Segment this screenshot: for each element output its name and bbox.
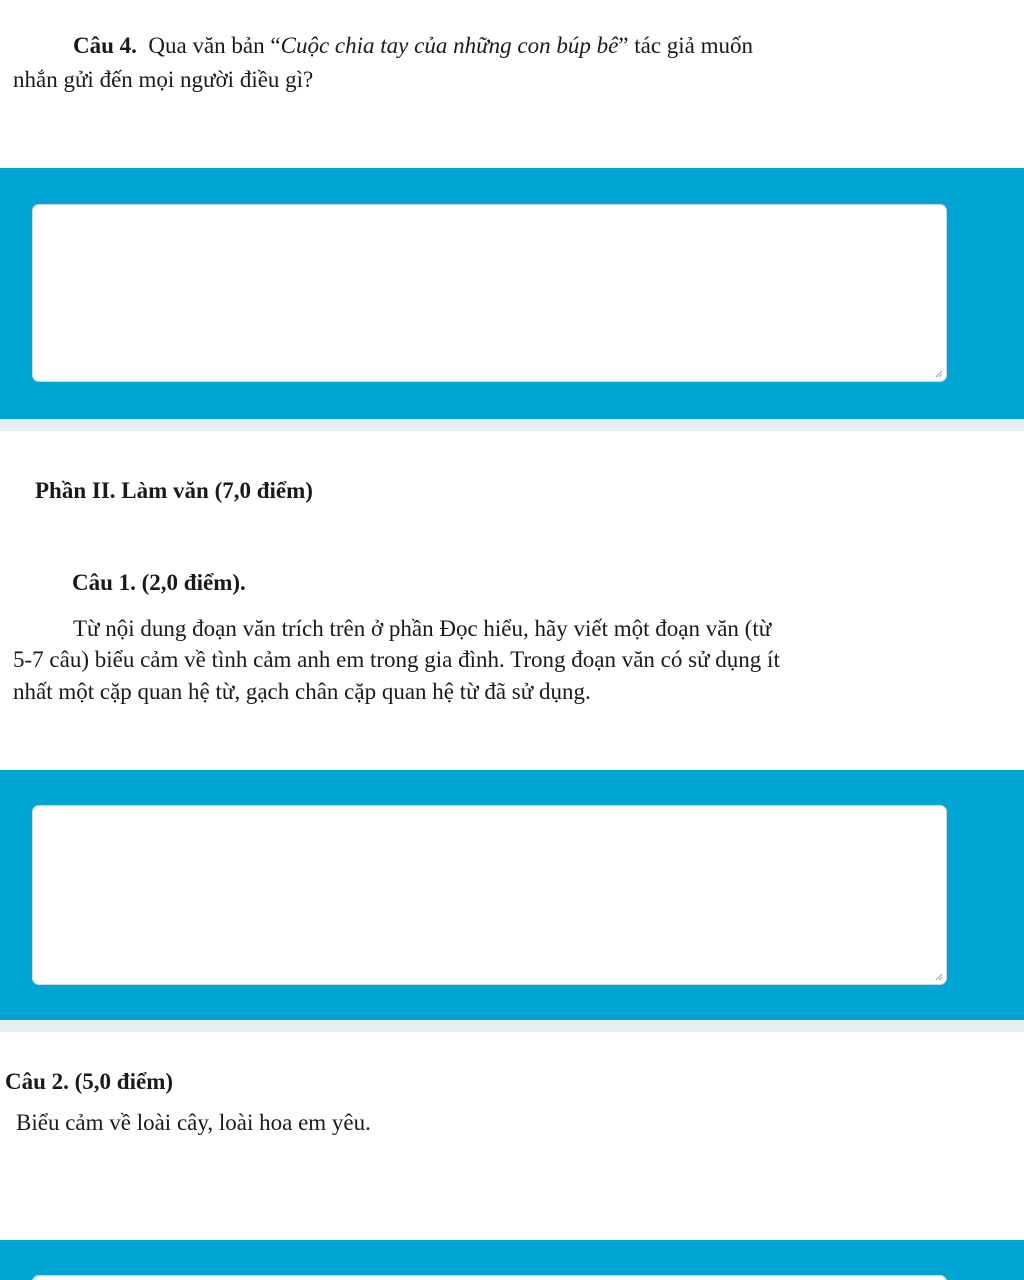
c2-line1: Biểu cảm về loài cây, loài hoa em yêu. [16, 1110, 371, 1135]
answer-panel-q4 [0, 168, 1024, 419]
part2-heading: Phần II. Làm văn (7,0 điểm) [35, 478, 313, 503]
q4-title: Cuộc chia tay của những con búp bê [280, 33, 619, 58]
c1-line1: Từ nội dung đoạn văn trích trên ở phần Đọc hiểu, hãy viết một đoạn văn (từ [73, 616, 772, 641]
c1-line2: 5-7 câu) biểu cảm về tình cảm anh em trong gia đình. Trong đoạn văn có sử dụng ít [13, 647, 780, 672]
c2-heading: Câu 2. (5,0 điểm) [5, 1069, 174, 1094]
section-divider [0, 1020, 1024, 1032]
q4-text-after: ” tác giả muốn [618, 33, 754, 58]
answer-panel-c1 [0, 770, 1024, 1020]
q4-line1 [73, 30, 753, 62]
answer-textarea-q4[interactable] [32, 204, 947, 382]
resize-grip-icon[interactable] [934, 972, 943, 981]
resize-grip-icon[interactable] [934, 369, 943, 378]
c1-heading: Câu 1. (2,0 điểm). [72, 570, 246, 595]
section-divider [0, 419, 1024, 431]
answer-textarea-c1[interactable] [32, 805, 947, 985]
answer-panel-c2 [0, 1240, 1024, 1280]
q4-label: Câu 4. [73, 33, 137, 58]
q4-text-before: Qua văn bản “ [148, 33, 281, 58]
answer-textarea-c2[interactable] [32, 1275, 947, 1280]
q4-line2: nhắn gửi đến mọi người điều gì? [13, 67, 314, 92]
c1-line3: nhất một cặp quan hệ từ, gạch chân cặp quan hệ từ đã sử dụng. [13, 679, 591, 704]
